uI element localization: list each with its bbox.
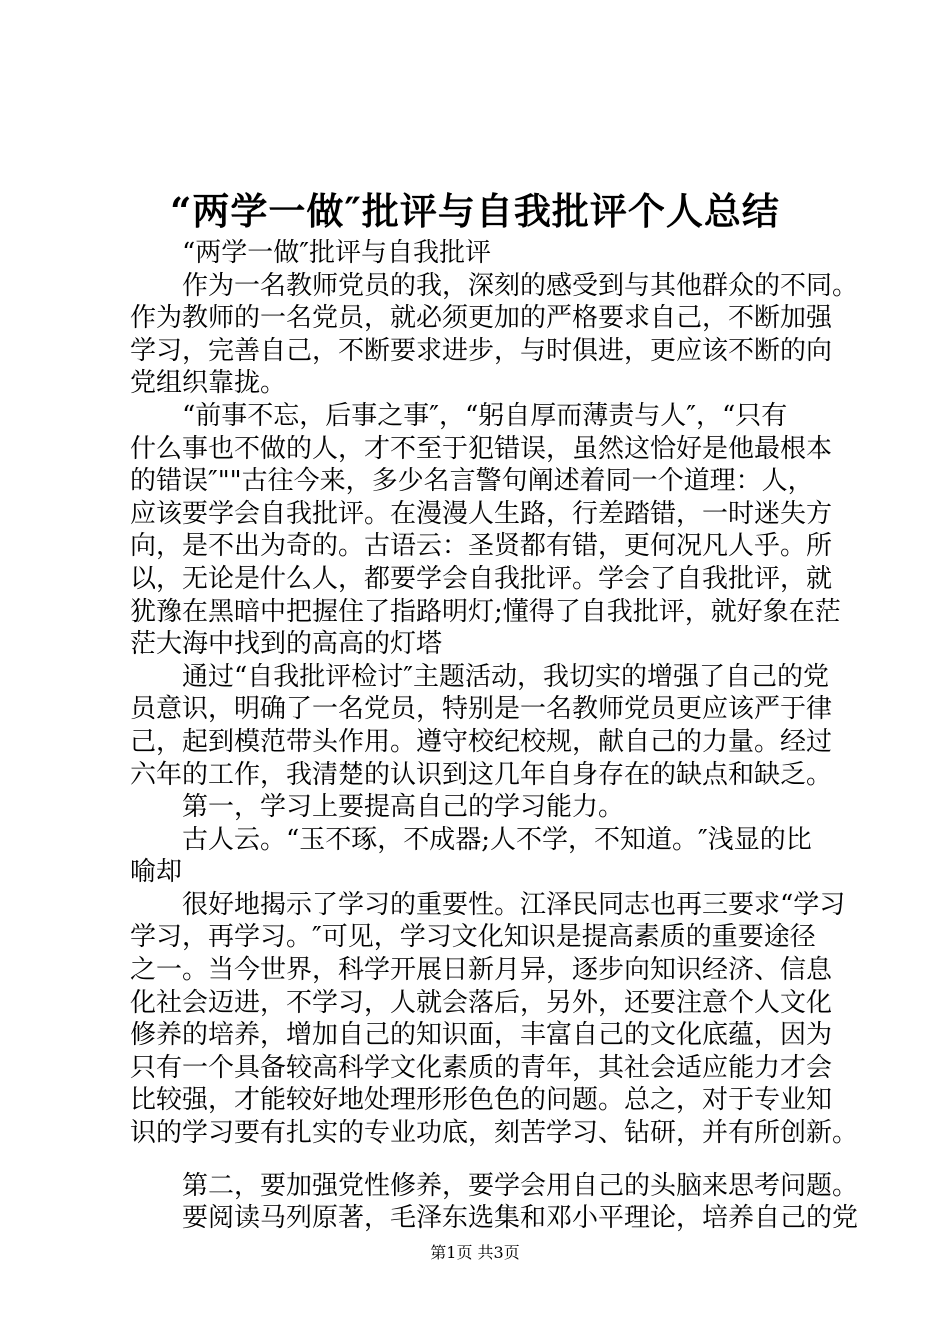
body-line: 的错误″""古往今来，多少名言警句阐述着同一个道理：人， [130,466,814,497]
body-line: 古人云。“玉不琢，不成器;人不学，不知道。″浅显的比 [130,824,812,855]
body-line: 什么事也不做的人，才不至于犯错误，虽然这恰好是他最根本 [130,433,833,464]
body-line: 应该要学会自我批评。在漫漫人生路，行差踏错，一时迷失方 [130,498,833,529]
body-line: 以，无论是什么人，都要学会自我批评。学会了自我批评，就 [130,563,833,594]
paragraph-gap [130,1150,840,1170]
body-line: “两学一做″批评与自我批评 [130,238,492,268]
body-line: 作为教师的一名党员，就必须更加的严格要求自己，不断加强 [130,303,833,334]
body-line: 修养的培养，增加自己的知识面，丰富自己的文化底蕴，因为 [130,1020,833,1051]
body-line: 很好地揭示了学习的重要性。江泽民同志也再三要求“学习 [130,889,846,920]
body-line: 学习，再学习。″可见，学习文化知识是提高素质的重要途径 [130,922,816,953]
body-line: 第一，学习上要提高自己的学习能力。 [130,792,625,823]
body-line: 向，是不出为奇的。古语云：圣贤都有错，更何况凡人乎。所 [130,531,833,562]
body-line: 之一。当今世界，科学开展日新月异，逐步向知识经济、信息 [130,955,833,986]
document-body [130,237,859,1235]
body-line: 识的学习要有扎实的专业功底，刻苦学习、钻研，并有所创新。 [130,1118,859,1149]
body-line: 己，起到模范带头作用。遵守校纪校规，献自己的力量。经过 [130,726,833,757]
page-footer: 第1页 共3页 [430,1243,520,1262]
body-line: 比较强，才能较好地处理形形色色的问题。总之，对于专业知 [130,1085,833,1116]
body-line: “前事不忘，后事之事″，“躬自厚而薄责与人″，“只有 [130,400,788,431]
body-line: 只有一个具备较高科学文化素质的青年，其社会适应能力才会 [130,1052,833,1083]
body-line: 要阅读马列原著，毛泽东选集和邓小平理论，培养自己的党 [130,1203,859,1234]
body-line: 员意识，明确了一名党员，特别是一名教师党员更应该严于律 [130,694,833,725]
body-line: 第二，要加强党性修养，要学会用自己的头脑来思考问题。 [130,1170,859,1201]
body-line: 犹豫在黑暗中把握住了指路明灯;懂得了自我批评，就好象在茫 [130,596,841,627]
document-title: “两学一做″批评与自我批评个人总结 [170,189,780,233]
body-line: 党组织靠拢。 [130,368,287,399]
body-line: 学习，完善自己，不断要求进步，与时俱进，更应该不断的向 [130,335,833,366]
body-line: 茫大海中找到的高高的灯塔 [130,629,443,660]
body-line: 喻却 [130,857,183,888]
body-line: 化社会迈进，不学习，人就会落后，另外，还要注意个人文化 [130,987,833,1018]
body-line: 通过“自我批评检讨″主题活动，我切实的增强了自己的党 [130,661,830,692]
body-line: 六年的工作，我清楚的认识到这几年自身存在的缺点和缺乏。 [130,759,833,790]
body-line: 作为一名教师党员的我，深刻的感受到与其他群众的不同。 [130,270,859,301]
